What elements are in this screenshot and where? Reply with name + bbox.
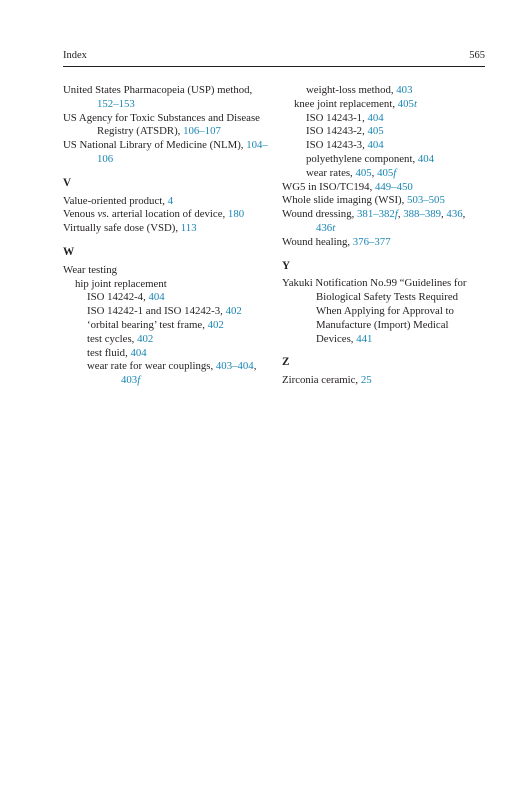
- entry-text: ISO 14242-1 and ISO 14242-3,: [87, 305, 226, 318]
- entry-text: hip joint replacement: [75, 277, 167, 290]
- entry-text: ‘orbital bearing’ test frame,: [87, 318, 208, 331]
- page-reference-link[interactable]: 402: [137, 332, 154, 345]
- index-entry: [63, 319, 275, 333]
- entry-text: Wear testing: [63, 263, 117, 276]
- index-entry: [282, 167, 486, 181]
- page-reference-link[interactable]: 449–450: [374, 180, 413, 193]
- index-entry: [63, 84, 275, 112]
- index-entry: [63, 222, 275, 236]
- index-column-left: [63, 84, 275, 388]
- page-reference-link[interactable]: 436t: [316, 221, 336, 234]
- entry-text: ISO 14243-3,: [306, 139, 368, 152]
- page-reference-link[interactable]: 405: [367, 125, 384, 138]
- index-entry: [63, 278, 275, 292]
- page-reference-link[interactable]: 403f: [121, 374, 141, 387]
- index-entry: [282, 236, 486, 250]
- index-entry: [282, 98, 486, 112]
- page-reference-link[interactable]: 404: [367, 139, 384, 152]
- index-entry: [63, 360, 275, 388]
- page-reference-link[interactable]: 106–107: [183, 125, 221, 138]
- index-entry: [63, 264, 275, 278]
- entry-text: US National Library of Medicine (NLM),: [63, 139, 247, 152]
- entry-text: knee joint replacement,: [294, 97, 398, 110]
- page-reference-link[interactable]: 4: [167, 194, 174, 207]
- index-letter-heading: V: [63, 176, 72, 189]
- running-head: Index: [63, 50, 87, 61]
- index-entry: [282, 84, 486, 98]
- index-entry: [63, 291, 275, 305]
- entry-text: Whole slide imaging (WSI),: [282, 194, 408, 207]
- entry-text-italic: vs.: [97, 208, 110, 221]
- index-letter-heading: Z: [282, 356, 290, 369]
- index-entry: [282, 112, 486, 126]
- page-reference-link[interactable]: 376–377: [352, 235, 391, 248]
- entry-text: arterial location of device,: [109, 208, 228, 221]
- page-reference-link[interactable]: 404: [367, 111, 384, 124]
- page-reference-link[interactable]: 388–389: [403, 208, 442, 221]
- entry-text: test fluid,: [87, 346, 131, 359]
- entry-text: Virtually safe dose (VSD),: [63, 222, 181, 235]
- index-entry: [63, 305, 275, 319]
- index-entry: [282, 181, 486, 195]
- page-reference-link[interactable]: 113: [180, 222, 197, 235]
- page-reference-link[interactable]: 503–505: [407, 194, 445, 207]
- entry-text: ,: [441, 208, 447, 221]
- page-reference-link[interactable]: 381–382f: [357, 208, 398, 221]
- index-column-right: [282, 84, 486, 388]
- entry-text: test cycles,: [87, 332, 138, 345]
- entry-text: wear rate for wear couplings,: [87, 360, 216, 373]
- page-reference-link[interactable]: 441: [356, 332, 373, 345]
- entry-text: Wound healing,: [282, 235, 353, 248]
- entry-text: ,: [397, 208, 404, 221]
- entry-text: ISO 14242-4,: [87, 291, 149, 304]
- page-reference-link[interactable]: 104–106: [97, 139, 268, 165]
- page-reference-link[interactable]: 152–153: [97, 97, 135, 110]
- page-reference-link[interactable]: 402: [207, 318, 224, 331]
- entry-text: ,: [371, 166, 378, 179]
- entry-text: Value-oriented product,: [63, 194, 168, 207]
- page-reference-link[interactable]: 403: [396, 84, 413, 96]
- index-letter-heading: Y: [282, 259, 291, 272]
- header-rule: [63, 66, 485, 67]
- index-letter-heading: W: [63, 245, 75, 258]
- page-reference-link[interactable]: 404: [130, 346, 147, 359]
- page-reference-link[interactable]: 436: [446, 208, 463, 221]
- index-entry: [282, 194, 486, 208]
- page-reference-link[interactable]: 405: [355, 166, 372, 179]
- entry-text: ISO 14243-1,: [306, 111, 368, 124]
- index-entry: [63, 112, 275, 140]
- entry-text: United States Pharmacopeia (USP) method,: [63, 84, 253, 96]
- page-reference-link[interactable]: 25: [360, 374, 372, 387]
- reference-suffix: f: [394, 208, 398, 221]
- index-entry: [63, 347, 275, 361]
- page-reference-link[interactable]: 404: [148, 291, 165, 304]
- page-reference-link[interactable]: 405f: [377, 166, 397, 179]
- entry-text: ,: [462, 208, 466, 221]
- entry-text: weight-loss method,: [306, 84, 397, 96]
- page-reference-link[interactable]: 402: [225, 305, 242, 318]
- index-entry: [282, 277, 486, 346]
- reference-suffix: t: [413, 97, 417, 110]
- page-reference-link[interactable]: 403–404: [215, 360, 254, 373]
- entry-text: polyethylene component,: [306, 152, 418, 165]
- entry-text: Wound dressing,: [282, 208, 358, 221]
- entry-text: ,: [253, 360, 257, 373]
- index-entry: [282, 374, 486, 388]
- index-entry: [63, 208, 275, 222]
- entry-text: Yakuki Notification No.99 “Guidelines for Biological Safety Tests Required When Applying for Approval to Manufacture (Import) Medical Devices,: [282, 277, 467, 345]
- entry-text: Zirconia ceramic,: [282, 374, 361, 387]
- page-number: 565: [469, 50, 485, 61]
- page-reference-link[interactable]: 404: [417, 152, 435, 165]
- entry-text: wear rates,: [306, 166, 356, 179]
- entry-text: WG5 in ISO/TC194,: [282, 180, 375, 193]
- page-reference-link[interactable]: 180: [227, 208, 245, 221]
- entry-text: Venous: [63, 208, 98, 221]
- index-entry: [63, 333, 275, 347]
- reference-suffix: f: [137, 374, 141, 387]
- entry-text: US Agency for Toxic Substances and Disease Registry (ATSDR),: [63, 111, 260, 138]
- entry-text: ISO 14243-2,: [306, 125, 368, 138]
- reference-suffix: f: [393, 166, 397, 179]
- page-header: [63, 50, 485, 66]
- page-reference-link[interactable]: 405t: [397, 97, 417, 110]
- index-entry: [282, 153, 486, 167]
- index-entry: [282, 125, 486, 139]
- index-entry: [63, 195, 275, 209]
- reference-suffix: t: [332, 221, 336, 234]
- index-entry: [282, 208, 486, 236]
- index-entry: [63, 139, 275, 167]
- index-entry: [282, 139, 486, 153]
